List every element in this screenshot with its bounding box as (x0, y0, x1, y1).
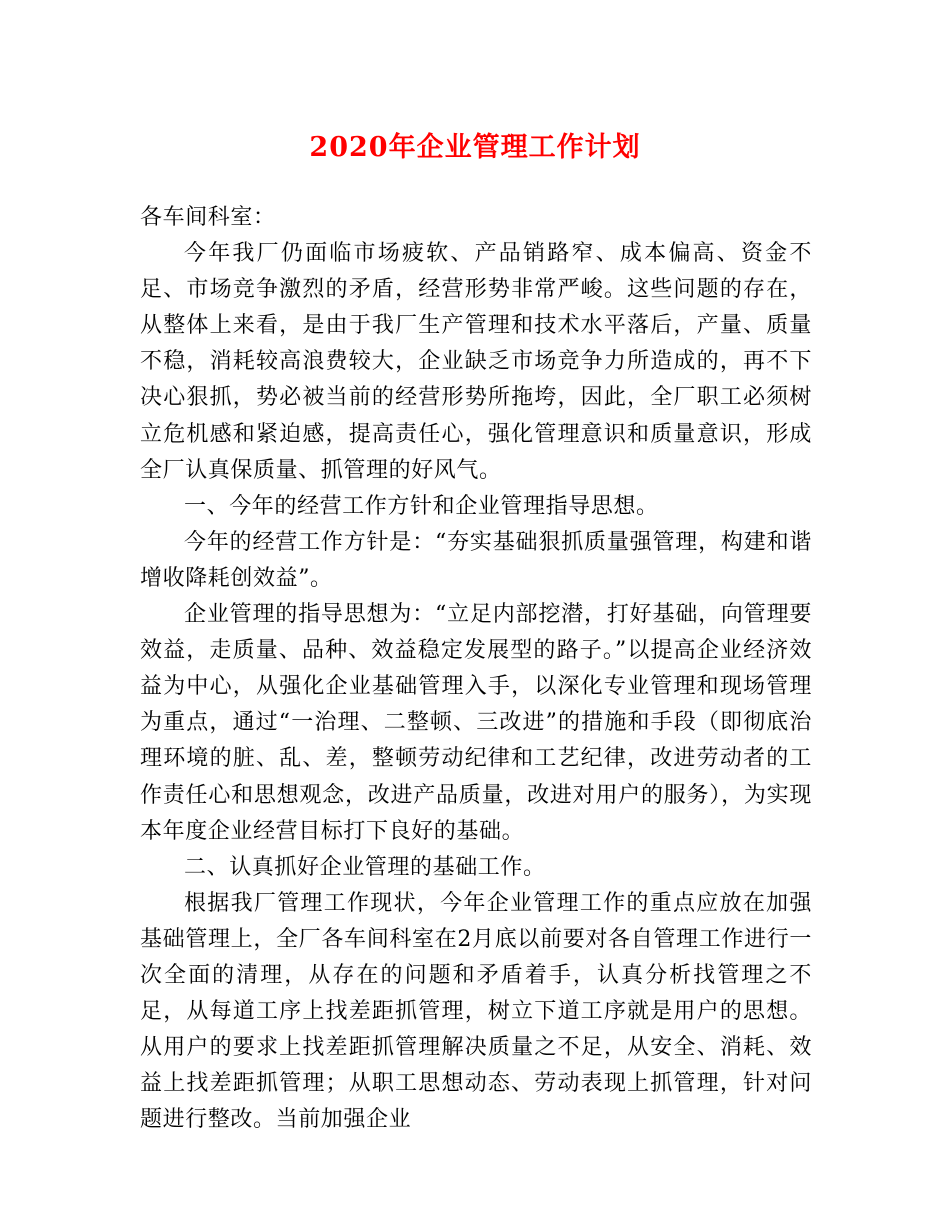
document-body (140, 200, 812, 1138)
salutation: 各车间科室： (140, 205, 276, 230)
paragraph-basic-work: 根据我厂管理工作现状，今年企业管理工作的重点应放在加强基础管理上，全厂各车间科室在2月底以前要对各自管理工作进行一次全面的清理，从存在的问题和矛盾着手，认真分析找管理之不足，从每道工序上找差距抓管理，树立下道工序就是用户的思想。从用户的要求上找差距抓管理解决质量之不足，从安全、消耗、效益上找差距抓管理；从职工思想动态、劳动表现上抓管理，针对问题进行整改。当前加强企业 (140, 890, 812, 1133)
paragraph-intro: 今年我厂仍面临市场疲软、产品销路窄、成本偏高、资金不足、市场竞争激烈的矛盾，经营形势非常严峻。这些问题的存在，从整体上来看，是由于我厂生产管理和技术水平落后，产量、质量不稳，消耗较高浪费较大，企业缺乏市场竞争力所造成的，再不下决心狠抓，势必被当前的经营形势所拖垮，因此，全厂职工必须树立危机感和紧迫感，提高责任心，强化管理意识和质量意识，形成全厂认真保质量、抓管理的好风气。 (140, 241, 812, 483)
paragraph-policy: 今年的经营工作方针是：“夯实基础狠抓质量强管理，构建和谐增收降耗创效益”。 (140, 529, 812, 591)
section-heading-2: 二、认真抓好企业管理的基础工作。 (184, 854, 546, 880)
paragraph-guiding-idea: 企业管理的指导思想为：“立足内部挖潜，打好基础，向管理要效益，走质量、品种、效益稳定发展型的路子。”以提高企业经济效益为中心，从强化企业基础管理入手，以深化专业管理和现场管理为重点，通过“一治理、二整顿、三改进”的措施和手段（即彻底治理环境的脏、乱、差，整顿劳动纪律和工艺纪律，改进劳动者的工作责任心和思想观念，改进产品质量，改进对用户的服务），为实现本年度企业经营目标打下良好的基础。 (140, 602, 812, 844)
document-title: 2020年企业管理工作计划 (309, 132, 641, 163)
section-heading-1: 一、今年的经营工作方针和企业管理指导思想。 (184, 493, 659, 519)
